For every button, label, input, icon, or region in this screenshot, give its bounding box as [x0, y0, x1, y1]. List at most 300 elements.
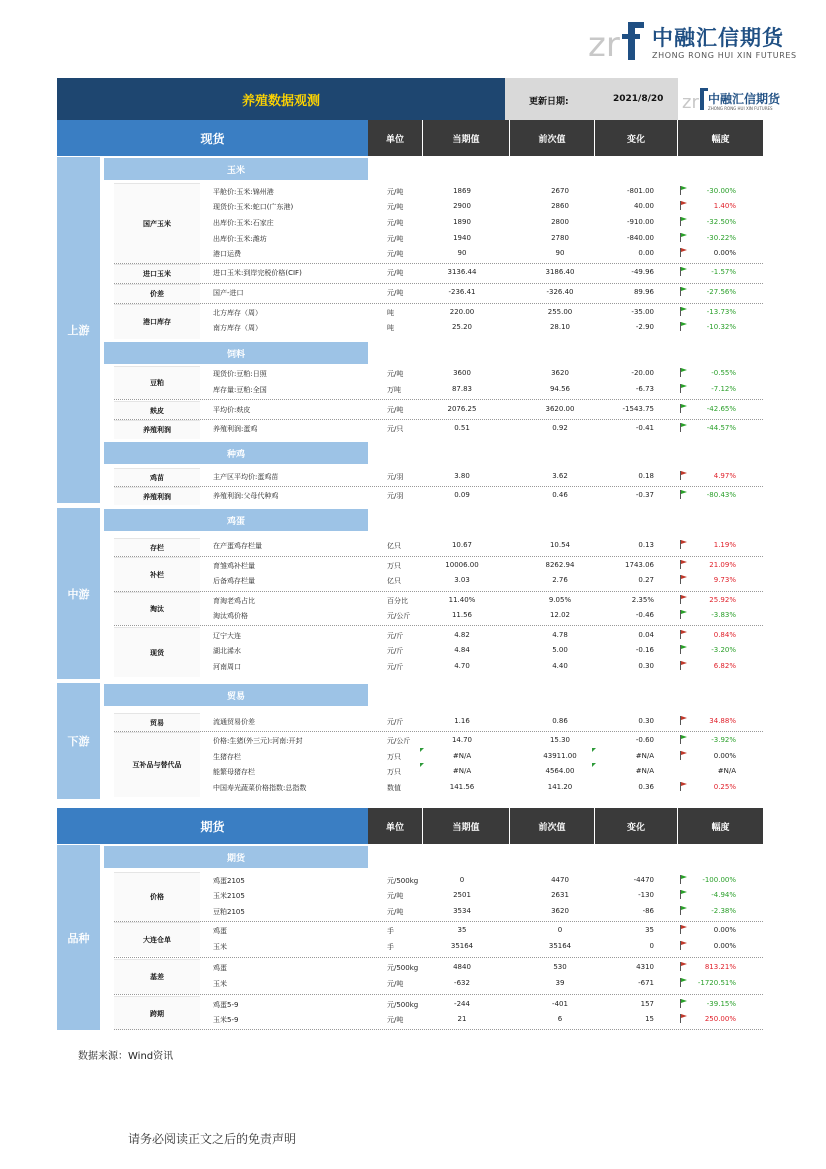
row-name: 淘汰鸡价格 [213, 612, 248, 620]
row-pct: -1720.51% [697, 979, 736, 987]
row-change: 89.96 [633, 288, 654, 296]
cell-note-icon [420, 748, 424, 752]
table-row [200, 593, 763, 609]
cat-feed: 饲料 [104, 342, 368, 364]
fcol-previous: 前次值 [510, 808, 594, 844]
row-unit: 元/斤 [387, 632, 404, 640]
table-row [200, 573, 763, 589]
table-row [200, 749, 763, 765]
table-row [200, 976, 763, 992]
row-previous: 39 [555, 979, 565, 987]
row-unit: 元/公斤 [387, 737, 411, 745]
row-current: 90 [457, 249, 467, 257]
row-unit: 元/吨 [387, 892, 404, 900]
row-pct: 34.88% [709, 717, 736, 725]
row-unit: 手 [387, 943, 394, 951]
row-previous: 0.92 [552, 424, 568, 432]
row-current: 2501 [453, 891, 471, 899]
row-unit: 万只 [387, 562, 401, 570]
row-current: #N/A [452, 752, 472, 760]
divider [114, 486, 763, 487]
divider [114, 731, 763, 732]
row-name: 辽宁大连 [213, 632, 241, 640]
row-change: 4310 [636, 963, 654, 971]
row-unit: 元/羽 [387, 492, 404, 500]
side-upstream: 上游 [57, 157, 100, 503]
group-port-stock: 港口库存 [114, 304, 200, 339]
row-name: 养殖利润:蛋鸡 [213, 425, 258, 433]
row-change: 157 [640, 1000, 654, 1008]
row-pct: 0.84% [713, 631, 736, 639]
row-current: 35 [457, 926, 467, 934]
group-feed-profit: 养殖利润 [114, 420, 200, 439]
logo-cn-text: 中融汇信期货 [652, 26, 784, 50]
row-current: -632 [454, 979, 470, 987]
row-change: -0.41 [635, 424, 654, 432]
row-unit: 百分比 [387, 597, 408, 605]
row-unit: 元/斤 [387, 718, 404, 726]
row-previous: 94.56 [549, 385, 571, 393]
report-title: 养殖数据观测 [57, 78, 505, 120]
row-previous: 4.40 [552, 662, 568, 670]
row-change: -1543.75 [622, 405, 654, 413]
row-pct: -80.43% [706, 491, 736, 499]
group-chick-profit: 养殖利润 [114, 487, 200, 505]
row-current: 87.83 [451, 385, 473, 393]
row-current: 4.84 [454, 646, 470, 654]
table-row [200, 997, 763, 1013]
table-row [200, 659, 763, 675]
row-previous: -326.40 [546, 288, 574, 296]
row-change: -2.90 [635, 323, 654, 331]
col-current: 当期值 [423, 120, 509, 156]
divider [114, 283, 763, 284]
group-chick: 鸡苗 [114, 468, 200, 487]
row-unit: 元/吨 [387, 219, 404, 227]
cell-note-icon [592, 748, 596, 752]
table-row [200, 733, 763, 749]
fcol-unit: 单位 [368, 808, 422, 844]
row-unit: 元/吨 [387, 203, 404, 211]
group-import-corn: 进口玉米 [114, 264, 200, 283]
disclaimer: 请务必阅读正文之后的免责声明 [128, 1132, 297, 1146]
cell-note-icon [420, 763, 424, 767]
row-unit: 数值 [387, 784, 401, 792]
col-pct: 幅度 [678, 120, 763, 156]
row-name: 鸡蛋2105 [213, 877, 245, 885]
row-previous: 255.00 [547, 308, 573, 316]
row-pct: -1.57% [711, 268, 736, 276]
row-current: 141.56 [449, 783, 475, 791]
logo-en-text: ZHONG RONG HUI XIN FUTURES [652, 51, 797, 60]
row-pct: 1.19% [713, 541, 736, 549]
row-pct: -3.83% [711, 611, 736, 619]
row-unit: 元/吨 [387, 289, 404, 297]
group-stock: 存栏 [114, 538, 200, 556]
row-current: 2076.25 [447, 405, 477, 413]
row-unit: 万只 [387, 753, 401, 761]
row-current: 1890 [453, 218, 471, 226]
zrf-small-logo-icon [682, 86, 708, 112]
row-previous: 4.78 [552, 631, 568, 639]
row-name: 玉米 [213, 943, 227, 951]
side-downstream: 下游 [57, 683, 100, 799]
row-current: 1940 [453, 234, 471, 242]
table-row [200, 366, 763, 382]
row-change: -35.00 [631, 308, 654, 316]
table-row [200, 904, 763, 920]
row-unit: 吨 [387, 309, 394, 317]
date-value: 2021/8/20 [613, 94, 664, 104]
row-change: 0.30 [638, 717, 654, 725]
row-current: 11.40% [448, 596, 476, 604]
svg-text:zr: zr [682, 92, 699, 112]
group-cull: 淘汰 [114, 592, 200, 625]
header-logo-cn: 中融汇信期货 [708, 92, 781, 106]
row-previous: 2670 [551, 187, 569, 195]
row-pct: -30.00% [706, 187, 736, 195]
divider [114, 994, 763, 995]
row-name: 流通贸易价差 [213, 718, 255, 726]
row-current: 4840 [453, 963, 471, 971]
table-row [200, 184, 763, 200]
col-unit: 单位 [368, 120, 422, 156]
cat-breeding: 种鸡 [104, 442, 368, 464]
row-change: -840.00 [626, 234, 654, 242]
update-date [505, 78, 678, 120]
row-name: 生猪存栏 [213, 753, 241, 761]
table-row [200, 215, 763, 231]
row-current: 21 [457, 1015, 467, 1023]
row-current: 35164 [450, 942, 474, 950]
row-current: 0.09 [454, 491, 470, 499]
row-name: 库存量:豆粕:全国 [213, 386, 267, 394]
table-row [200, 939, 763, 955]
row-change: -0.46 [635, 611, 654, 619]
row-unit: 元/500kg [387, 1001, 419, 1009]
row-change: 0.04 [638, 631, 654, 639]
row-previous: 28.10 [549, 323, 571, 331]
spot-section-title: 现货 [57, 120, 368, 156]
row-unit: 手 [387, 927, 394, 935]
row-pct: 1.40% [713, 202, 736, 210]
row-unit: 元/吨 [387, 269, 404, 277]
row-name: 国产-进口 [213, 289, 244, 297]
table-row [200, 780, 763, 796]
table-row [200, 488, 763, 504]
row-change: 35 [645, 926, 654, 934]
row-current: 10.67 [451, 541, 473, 549]
group-substitute: 互补品与替代品 [114, 732, 200, 797]
row-previous: 3620.00 [545, 405, 575, 413]
table-row [200, 888, 763, 904]
row-previous: 3186.40 [545, 268, 575, 276]
row-pct: -3.92% [711, 736, 736, 744]
row-change: #N/A [635, 752, 654, 760]
side-midstream: 中游 [57, 508, 100, 679]
futures-section-title: 期货 [57, 808, 368, 844]
row-change: 0.27 [638, 576, 654, 584]
row-pct: 0.00% [713, 752, 736, 760]
row-pct: -30.22% [706, 234, 736, 242]
group-egg-spot: 现货 [114, 627, 200, 677]
row-pct: 250.00% [704, 1015, 736, 1023]
table-row [200, 469, 763, 485]
row-name: 出库价:玉米:石家庄 [213, 219, 274, 227]
row-current: #N/A [452, 767, 472, 775]
row-previous: 5.00 [552, 646, 568, 654]
row-pct: #N/A [717, 767, 736, 775]
row-pct: -42.65% [706, 405, 736, 413]
row-change: #N/A [635, 767, 654, 775]
row-name: 豆粕2105 [213, 908, 245, 916]
row-previous: 2800 [551, 218, 569, 226]
row-previous: 2631 [551, 891, 569, 899]
row-pct: 0.00% [713, 926, 736, 934]
row-unit: 元/吨 [387, 370, 404, 378]
divider [114, 263, 763, 264]
row-unit: 元/吨 [387, 235, 404, 243]
futures-column-header [57, 808, 763, 844]
row-change: 40.00 [633, 202, 654, 210]
row-previous: 12.02 [549, 611, 571, 619]
row-name: 育雏鸡补栏量 [213, 562, 255, 570]
group-fut-price: 价格 [114, 872, 200, 921]
row-name: 玉米5-9 [213, 1016, 239, 1024]
group-replenish: 补栏 [114, 557, 200, 592]
row-name: 南方库存（周） [213, 324, 262, 332]
row-previous: 0.46 [552, 491, 568, 499]
table-row [200, 305, 763, 321]
col-previous: 前次值 [510, 120, 594, 156]
row-unit: 元/吨 [387, 250, 404, 258]
row-current: 3534 [453, 907, 471, 915]
row-change: 0.18 [638, 472, 654, 480]
group-soymeal: 豆粕 [114, 366, 200, 399]
group-trade: 贸易 [114, 713, 200, 731]
row-previous: 9.05% [548, 596, 572, 604]
row-change: 0.30 [638, 662, 654, 670]
divider [114, 303, 763, 304]
company-logo [588, 18, 797, 64]
cell-note-icon [592, 763, 596, 767]
row-previous: 4470 [551, 876, 569, 884]
divider [114, 957, 763, 958]
table-row [200, 265, 763, 281]
row-current: 1869 [453, 187, 471, 195]
row-pct: 0.25% [713, 783, 736, 791]
row-previous: 35164 [548, 942, 572, 950]
table-row [200, 199, 763, 215]
row-unit: 元/公斤 [387, 612, 411, 620]
row-change: -671 [638, 979, 654, 987]
row-pct: 0.00% [713, 942, 736, 950]
divider [114, 419, 763, 420]
row-current: -236.41 [448, 288, 476, 296]
divider [114, 556, 763, 557]
col-change: 变化 [595, 120, 677, 156]
row-name: 现货价:豆粕:日照 [213, 370, 267, 378]
row-previous: 0 [557, 926, 563, 934]
row-previous: 4564.00 [545, 767, 575, 775]
row-current: 220.00 [449, 308, 475, 316]
row-change: -130 [638, 891, 654, 899]
row-name: 后备鸡存栏量 [213, 577, 255, 585]
row-pct: -39.15% [706, 1000, 736, 1008]
zrf-logo-icon [588, 18, 648, 64]
row-name: 鸡蛋 [213, 964, 227, 972]
row-name: 河南周口 [213, 663, 241, 671]
header-logo-en: ZHONG RONG HUI XIN FUTURES [708, 106, 773, 111]
row-previous: 43911.00 [543, 752, 577, 760]
row-name: 玉米2105 [213, 892, 245, 900]
side-variety: 品种 [57, 845, 100, 1030]
row-previous: -401 [552, 1000, 568, 1008]
row-unit: 万吨 [387, 386, 401, 394]
row-pct: 21.09% [709, 561, 736, 569]
row-unit: 元/吨 [387, 406, 404, 414]
table-row [200, 923, 763, 939]
row-pct: -2.38% [711, 907, 736, 915]
divider [114, 399, 763, 400]
row-pct: -44.57% [706, 424, 736, 432]
table-row [200, 628, 763, 644]
row-name: 价格:生猪(外三元):河南:开封 [213, 737, 303, 745]
row-change: -0.37 [635, 491, 654, 499]
group-spread-m: 跨期 [114, 996, 200, 1030]
spot-column-header [57, 120, 763, 156]
row-previous: 2860 [551, 202, 569, 210]
row-current: 3600 [453, 369, 471, 377]
row-change: 0 [649, 942, 654, 950]
row-unit: 吨 [387, 324, 394, 332]
row-pct: -4.94% [711, 891, 736, 899]
header-logo [678, 78, 781, 120]
row-pct: -10.32% [706, 323, 736, 331]
row-change: 0.00 [638, 249, 654, 257]
row-current: 10006.00 [445, 561, 479, 569]
row-change: 1743.06 [625, 561, 654, 569]
row-current: 3.80 [454, 472, 470, 480]
row-pct: -13.73% [706, 308, 736, 316]
table-row [200, 643, 763, 659]
row-name: 出库价:玉米:潍坊 [213, 235, 267, 243]
row-previous: 2780 [551, 234, 569, 242]
row-name: 鸡蛋 [213, 927, 227, 935]
row-previous: 3620 [551, 907, 569, 915]
fcol-change: 变化 [595, 808, 677, 844]
row-current: 4.70 [454, 662, 470, 670]
row-change: -0.60 [635, 736, 654, 744]
row-previous: 8262.94 [545, 561, 575, 569]
row-pct: 4.97% [713, 472, 736, 480]
row-change: -910.00 [626, 218, 654, 226]
table-row [200, 285, 763, 301]
table-row [200, 382, 763, 398]
row-current: 14.70 [451, 736, 473, 744]
row-current: 25.20 [451, 323, 473, 331]
row-previous: 2.76 [552, 576, 568, 584]
row-name: 育淘老鸡占比 [213, 597, 255, 605]
table-row [200, 608, 763, 624]
row-current: 4.82 [454, 631, 470, 639]
row-pct: -100.00% [702, 876, 736, 884]
table-row [200, 558, 763, 574]
row-previous: 90 [555, 249, 565, 257]
group-spread: 价差 [114, 284, 200, 303]
row-unit: 万只 [387, 768, 401, 776]
table-row [200, 246, 763, 262]
cat-corn: 玉米 [104, 158, 368, 180]
row-current: 0 [459, 876, 465, 884]
row-current: 1.16 [454, 717, 470, 725]
row-current: 0.51 [454, 424, 470, 432]
fcol-pct: 幅度 [678, 808, 763, 844]
divider [114, 591, 763, 592]
cat-egg: 鸡蛋 [104, 509, 368, 531]
row-previous: 0.86 [552, 717, 568, 725]
group-basis: 基差 [114, 959, 200, 994]
row-name: 能繁母猪存栏 [213, 768, 255, 776]
table-row [200, 714, 763, 730]
row-change: -0.16 [635, 646, 654, 654]
row-name: 港口运费 [213, 250, 241, 258]
table-row [200, 764, 763, 780]
row-pct: -32.50% [706, 218, 736, 226]
data-source: 数据来源：Wind资讯 [78, 1051, 174, 1062]
row-change: -801.00 [626, 187, 654, 195]
row-name: 鸡蛋5-9 [213, 1001, 239, 1009]
row-pct: 25.92% [709, 596, 736, 604]
table-row [200, 231, 763, 247]
row-name: 北方库存（周） [213, 309, 262, 317]
cat-trade: 贸易 [104, 684, 368, 706]
group-dce-receipt: 大连仓单 [114, 922, 200, 956]
row-name: 平舱价:玉米:锦州港 [213, 188, 274, 196]
row-name: 湖北浠水 [213, 647, 241, 655]
row-pct: 0.00% [713, 249, 736, 257]
row-previous: 15.30 [549, 736, 571, 744]
row-unit: 亿只 [387, 577, 401, 585]
table-row [200, 960, 763, 976]
row-name: 主产区平均价:蛋鸡苗 [213, 473, 279, 481]
row-unit: 元/羽 [387, 473, 404, 481]
row-change: -4470 [633, 876, 654, 884]
svg-text:zr: zr [588, 25, 620, 64]
row-unit: 元/吨 [387, 1016, 404, 1024]
row-current: -244 [454, 1000, 470, 1008]
row-name: 进口玉米:到岸完税价格(CIF) [213, 269, 302, 277]
row-previous: 3620 [551, 369, 569, 377]
row-unit: 元/只 [387, 425, 404, 433]
group-domestic-corn: 国产玉米 [114, 183, 200, 263]
cat-futures: 期货 [104, 846, 368, 868]
row-pct: 813.21% [704, 963, 736, 971]
row-current: 2900 [453, 202, 471, 210]
row-name: 平均价:麸皮 [213, 406, 251, 414]
table-row [200, 1012, 763, 1028]
row-name: 中国寿光蔬菜价格指数:总指数 [213, 784, 307, 792]
row-change: -49.96 [631, 268, 654, 276]
row-name: 在产蛋鸡存栏量 [213, 542, 262, 550]
row-pct: -7.12% [711, 385, 736, 393]
row-pct: -3.20% [711, 646, 736, 654]
row-previous: 3.62 [552, 472, 568, 480]
row-change: -20.00 [631, 369, 654, 377]
row-unit: 亿只 [387, 542, 401, 550]
row-previous: 10.54 [549, 541, 571, 549]
row-change: 15 [645, 1015, 654, 1023]
